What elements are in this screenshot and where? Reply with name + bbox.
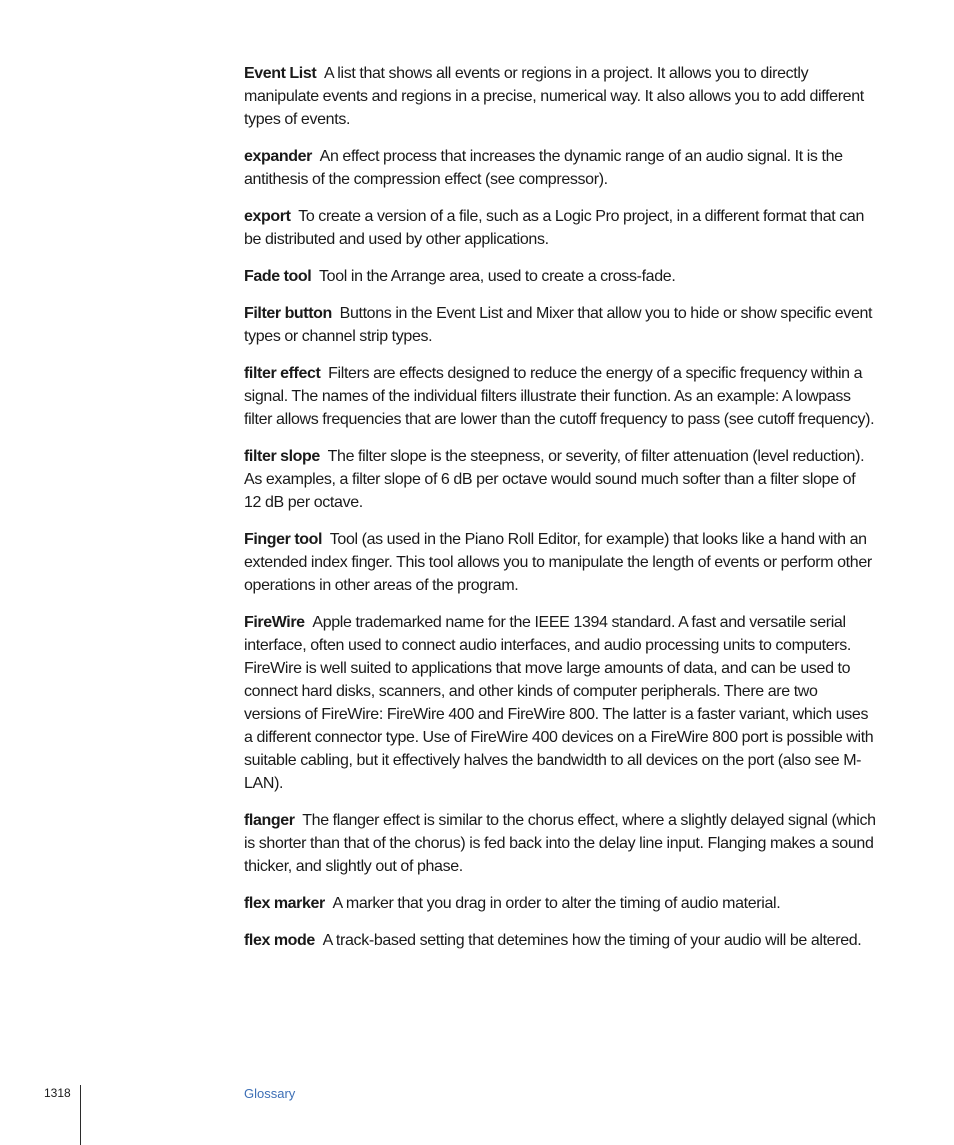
glossary-term: Finger tool [244,531,323,548]
glossary-term: Event List [244,65,317,82]
glossary-term: Filter button [244,305,332,322]
glossary-entry [244,265,876,288]
glossary-term: flex marker [244,895,325,912]
glossary-term: expander [244,148,312,165]
glossary-definition: Filters are effects designed to reduce the energy of a specific frequency within a signal. The names of the individual filters illustrate their function. As an example: A lowpass filter allows frequencies that are lower than the cutoff frequency to pass (see cutoff frequency). [244,365,875,428]
glossary-entry [244,611,876,795]
glossary-term: Fade tool [244,268,312,285]
glossary-term: flex mode [244,932,315,949]
glossary-definition: Tool (as used in the Piano Roll Editor, for example) that looks like a hand with an extended index finger. This tool allows you to manipulate the length of events or perform other operations in other areas of the program. [244,531,872,594]
glossary-entry [244,892,876,915]
glossary-definition: Buttons in the Event List and Mixer that allow you to hide or show specific event types or channel strip types. [244,305,873,345]
glossary-definition: Apple trademarked name for the IEEE 1394 standard. A fast and versatile serial interface, often used to connect audio interfaces, and audio processing units to computers. FireWire is well suited to applications that move large amounts of data, and can be used to connect hard disks, scanners, and other kinds of computer peripherals. There are two versions of FireWire: FireWire 400 and FireWire 800. The latter is a faster variant, which uses a different connector type. Use of FireWire 400 devices on a FireWire 800 port is possible with suitable cabling, but it effectively halves the bandwidth to all devices on the port (also see M-LAN). [244,614,874,792]
glossary-definition: The filter slope is the steepness, or severity, of filter attenuation (level reduction). As examples, a filter slope of 6 dB per octave would sound much softer than a filter slope of 12 dB per octave. [244,448,865,511]
glossary-entry [244,528,876,597]
glossary-definition: An effect process that increases the dynamic range of an audio signal. It is the antithesis of the compression effect (see compressor). [244,148,843,188]
glossary-entry [244,302,876,348]
glossary-entry [244,205,876,251]
glossary-definition: Tool in the Arrange area, used to create a cross-fade. [319,268,676,285]
glossary-entry [244,62,876,131]
footer-section-title: Glossary [244,1086,296,1101]
glossary-definition: To create a version of a file, such as a Logic Pro project, in a different format that can be distributed and used by other applications. [244,208,865,248]
glossary-term: filter effect [244,365,321,382]
glossary-entry [244,145,876,191]
glossary-entry [244,809,876,878]
glossary-term: export [244,208,291,225]
glossary-term: FireWire [244,614,305,631]
glossary-content [244,62,876,966]
glossary-term: flanger [244,812,295,829]
glossary-definition: A marker that you drag in order to alter the timing of audio material. [332,895,781,912]
glossary-entry [244,445,876,514]
page-number: 1318 [44,1086,71,1100]
footer-divider [80,1085,81,1145]
glossary-definition: The flanger effect is similar to the chorus effect, where a slightly delayed signal (which is shorter than that of the chorus) is fed back into the delay line input. Flanging makes a sound thicker, and slightly out of phase. [244,812,876,875]
glossary-entry [244,362,876,431]
glossary-entry [244,929,876,952]
glossary-definition: A track-based setting that detemines how the timing of your audio will be altered. [322,932,862,949]
glossary-term: filter slope [244,448,320,465]
glossary-definition: A list that shows all events or regions in a project. It allows you to directly manipulate events and regions in a precise, numerical way. It also allows you to add different types of events. [244,65,864,128]
